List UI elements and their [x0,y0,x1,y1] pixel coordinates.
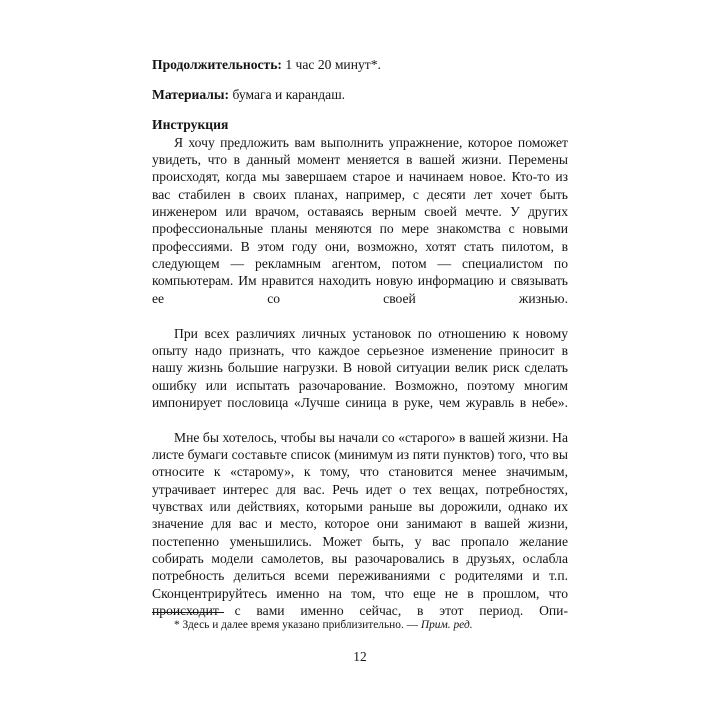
footnote-separator-rule [152,612,224,613]
instruction-heading: Инструкция [152,116,229,132]
page-number: 12 [353,649,367,664]
instruction-paragraph-1: Я хочу предложить вам выполнить упражнение, которое поможет увидеть, что в данный момент меняется в вашей жизни. Перемены происходят, когда мы завершаем старое и начинаем новое. Кто-то из вас стабилен в своих планах, например, с десяти лет хочет быть инженером или врачом, оставаясь верным своей мечте. У других профессиональные планы меняются по мере знакомства с новыми профессиями. В этом году они, возможно, хотят стать пилотом, в следующем — рекламным агентом, потом — специалистом по компьютерам. Им нравится находить новую информацию и связывать ее со своей жизнью. [152,134,568,306]
duration-label: Продолжительность: [152,57,282,72]
footnote-body: * Здесь и далее время указано приблизительно. — [174,619,421,631]
footnote-text [152,618,568,632]
text-column [152,56,568,637]
duration-value: 1 час 20 минут*. [281,57,381,72]
instruction-paragraph-3: Мне бы хотелось, чтобы вы начали со «старого» в вашей жизни. На листе бумаги составьте список (минимум из пяти пунктов) того, что вы относите к «старому», к тому, что становится менее значимым, утрачивает интерес для вас. Речь идет о тех вещах, потребностях, чувствах или действиях, которыми раньше вы дорожили, однако их значение для вас и место, которое они занимают в вашей жизни, постепенно уменьшились. Может быть, у вас пропало желание собирать модели самолетов, вы разочаровались в друзьях, ослабла потребность делиться всеми переживаниями с родителями и т.п. Сконцентрируйтесь именно на том, что еще не в прошлом, что происходит с вами именно сейчас, в этот период. Опи- [152,429,568,618]
materials-label: Материалы: [152,86,230,102]
materials-line [152,86,568,103]
footnote-area [152,612,568,632]
instruction-paragraph-2: При всех различиях личных установок по отношению к новому опыту надо признать, что каждое серьезное изменение приносит в нашу жизнь большие нагрузки. В новой ситуации велик риск сделать ошибку или испытать разочарование. Возможно, поэтому многим импонирует пословица «Лучше синица в руке, чем журавль в небе». [152,325,568,410]
materials-value: бумага и карандаш. [229,86,346,102]
duration-line [152,56,568,73]
footnote-source: Прим. ред. [420,619,473,631]
